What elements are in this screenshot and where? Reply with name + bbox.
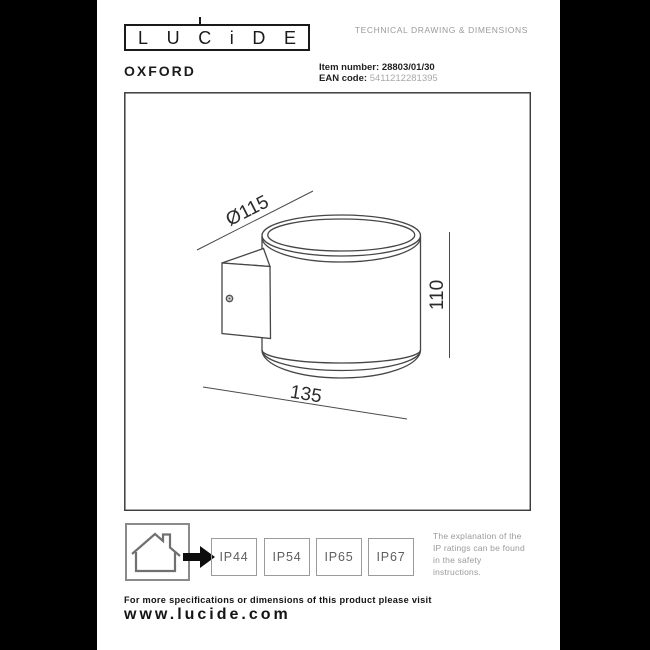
drawing-frame: [125, 93, 531, 511]
ip-rating-badge: [368, 538, 414, 576]
ip-rating-label: IP54: [272, 550, 302, 564]
cylinder-outline: [262, 215, 421, 378]
width-dimension-label: 135: [288, 381, 324, 408]
product-meta: [319, 62, 438, 84]
logo-wordmark: LUCiDE: [138, 28, 296, 48]
doc-type-label: TECHNICAL DRAWING & DIMENSIONS: [354, 25, 528, 35]
height-dimension-label: 110: [427, 279, 448, 311]
footer-text: For more specifications or dimensions of this product please visit: [124, 595, 432, 605]
ip-rating-badge: [211, 538, 257, 576]
ip-rating-badge: [316, 538, 362, 576]
lucide-logo: [124, 10, 310, 52]
diameter-dimension-label: Ø115: [222, 191, 273, 231]
ip-rating-label: IP65: [324, 550, 354, 564]
technical-drawing: [124, 92, 531, 511]
ip-rating-badge: [264, 538, 310, 576]
ean-row: [319, 73, 438, 84]
ean-label: EAN code:: [319, 73, 368, 84]
item-number-row: [319, 62, 438, 73]
ip-ratings-note: The explanation of the IP ratings can be found in the safety instructions.: [433, 531, 525, 577]
website-url: www.lucide.com: [124, 606, 291, 623]
item-number-value: 28803/01/30: [381, 62, 435, 73]
ip-rating-label: IP44: [219, 550, 249, 564]
spec-sheet-page: [97, 0, 560, 650]
ean-value: 5411212281395: [369, 73, 438, 84]
item-number-label: Item number:: [319, 62, 380, 73]
house-icon: [127, 525, 188, 579]
mounting-bracket: [222, 249, 271, 339]
product-name: OXFORD: [124, 63, 196, 79]
logo-frame: [125, 25, 309, 50]
ip-rating-label: IP67: [376, 550, 406, 564]
